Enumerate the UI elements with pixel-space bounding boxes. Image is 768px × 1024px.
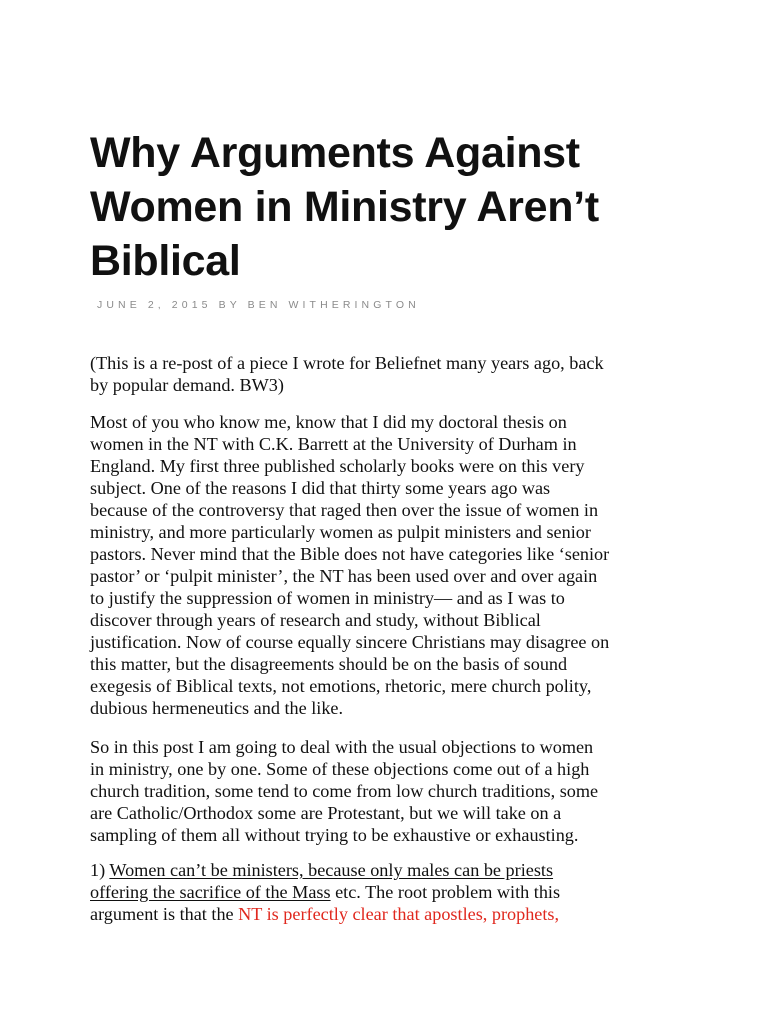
point-number: 1) [90,860,110,880]
point-text: etc. The root problem with this [330,882,561,902]
paragraph-line: exegesis of Biblical texts, not emotions, rhetoric, mere church polity, [90,676,592,696]
paragraph-line: discover through years of research and study, without Biblical [90,610,541,630]
paragraph-line: to justify the suppression of women in ministry— and as I was to [90,588,565,608]
paragraph-line: dubious hermeneutics and the like. [90,698,344,718]
paragraph-line: England. My first three published scholarly books were on this very [90,456,585,476]
point-1-paragraph [90,859,710,925]
paragraph-line: pastor’ or ‘pulpit minister’, the NT has been used over and over again [90,566,598,586]
objections-paragraph [90,736,710,846]
paragraph-line: Most of you who know me, know that I did my doctoral thesis on [90,412,567,432]
point-heading: offering the sacrifice of the Mass [90,882,331,902]
highlighted-text: NT is perfectly clear that apostles, prophets, [238,904,560,924]
paragraph-line: sampling of them all without trying to be exhaustive or exhausting. [90,825,579,845]
paragraph-line: women in the NT with C.K. Barrett at the University of Durham in [90,434,577,454]
paragraph-line [90,903,710,925]
article-byline: JUNE 2, 2015 BY BEN WITHERINGTON [97,299,420,311]
point-text: argument is that the [90,904,239,924]
paragraph-line: (This is a re-post of a piece I wrote for Beliefnet many years ago, back [90,353,604,373]
paragraph-line: because of the controversy that raged then over the issue of women in [90,500,599,520]
paragraph-line: by popular demand. BW3) [90,375,284,395]
background-paragraph [90,411,710,719]
point-heading: Women can’t be ministers, because only males can be priests [109,860,554,880]
paragraph-line: justification. Now of course equally sincere Christians may disagree on [90,632,610,652]
paragraph-line: So in this post I am going to deal with the usual objections to women [90,737,594,757]
paragraph-line [90,859,710,881]
paragraph-line: church tradition, some tend to come from low church traditions, some [90,781,599,801]
paragraph-line: in ministry, one by one. Some of these objections come out of a high [90,759,590,779]
intro-paragraph [90,352,710,396]
paragraph-line: subject. One of the reasons I did that thirty some years ago was [90,478,551,498]
paragraph-line: pastors. Never mind that the Bible does not have categories like ‘senior [90,544,610,564]
paragraph-line: are Catholic/Orthodox some are Protestant, but we will take on a [90,803,562,823]
article-title: Why Arguments Against Women in Ministry Aren’t Biblical [90,129,599,285]
paragraph-line: ministry, and more particularly women as pulpit ministers and senior [90,522,591,542]
paragraph-line: this matter, but the disagreements should be on the basis of sound [90,654,568,674]
paragraph-line [90,881,710,903]
